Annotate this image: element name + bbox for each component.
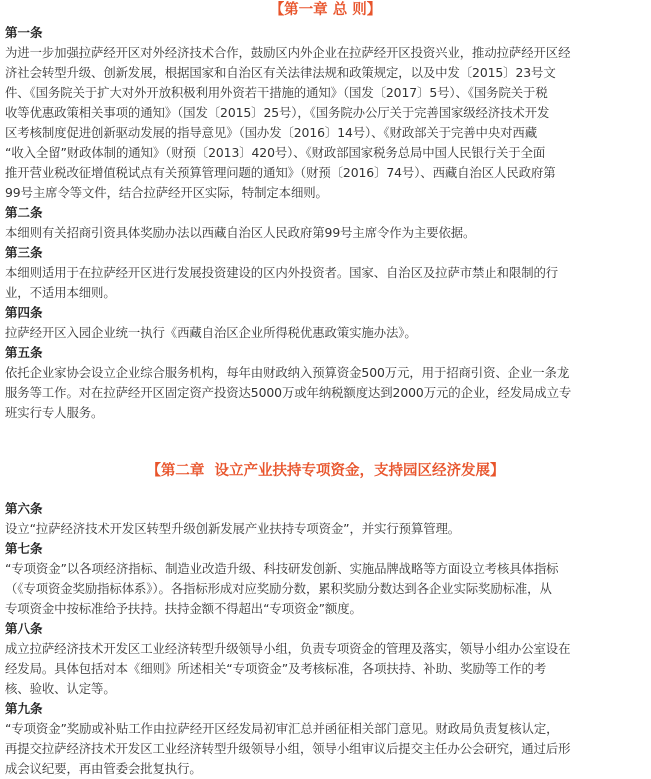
article-5 xyxy=(5,343,646,423)
chapter-2 xyxy=(5,461,646,779)
article-heading: 第五条 xyxy=(5,345,43,360)
article-line: 班实行专人服务。 xyxy=(5,405,104,420)
article-body xyxy=(5,323,646,343)
article-line: 本细则适用于在拉萨经开区进行发展投资建设的区内外投资者。国家、自治区及拉萨市禁止和限制的行 xyxy=(5,265,559,280)
chapter-1-title: 【第一章 总 则】 xyxy=(269,2,382,18)
article-heading: 第三条 xyxy=(5,245,43,260)
article-4 xyxy=(5,303,646,343)
article-heading: 第六条 xyxy=(5,501,43,516)
article-body xyxy=(5,519,646,539)
article-8 xyxy=(5,619,646,699)
article-line: 设立“拉萨经济技术开发区转型升级创新发展产业扶持专项资金”，并实行预算管理。 xyxy=(5,521,461,536)
article-heading: 第七条 xyxy=(5,541,43,556)
article-heading: 第八条 xyxy=(5,621,43,636)
article-line: 推开营业税改征增值税试点有关预算管理问题的通知》（财预〔2016〕74号）、西藏自治区人民政府第 xyxy=(5,165,556,180)
article-line: 再提交拉萨经济技术开发区工业经济转型升级领导小组，领导小组审议后提交主任办公会研究，通过后形 xyxy=(5,741,571,756)
article-body xyxy=(5,559,646,619)
article-7 xyxy=(5,539,646,619)
chapter-2-title: 【第二章 设立产业扶持专项资金，支持园区经济发展】 xyxy=(146,463,505,479)
article-body xyxy=(5,719,646,779)
article-line: 依托企业家协会设立企业综合服务机构，每年由财政纳入预算资金500万元，用于招商引资、企业一条龙 xyxy=(5,365,570,380)
article-6 xyxy=(5,499,646,539)
article-heading: 第二条 xyxy=(5,205,43,220)
article-3 xyxy=(5,243,646,303)
article-body xyxy=(5,363,646,423)
article-1 xyxy=(5,23,646,203)
article-line: 区考核制度促进创新驱动发展的指导意见》（国办发〔2016〕14号）、《财政部关于完善中央对西藏 xyxy=(5,125,538,140)
article-body xyxy=(5,639,646,699)
article-heading: 第四条 xyxy=(5,305,43,320)
article-body xyxy=(5,263,646,303)
article-line: 业，不适用本细则。 xyxy=(5,285,116,300)
article-line: “专项资金”奖励或补贴工作由拉萨经开区经发局初审汇总并函征相关部门意见。财政局负责复核认定， xyxy=(5,721,559,736)
article-9 xyxy=(5,699,646,779)
article-heading: 第九条 xyxy=(5,701,43,716)
article-line: “收入全留”财政体制的通知》（财预〔2013〕420号）、《财政部国家税务总局中国人民银行关于全面 xyxy=(5,145,546,160)
article-body xyxy=(5,223,646,243)
article-line: 成立拉萨经济技术开发区工业经济转型升级领导小组，负责专项资金的管理及落实，领导小组办公室设在 xyxy=(5,641,571,656)
article-line: 济社会转型升级、创新发展，根据国家和自治区有关法律法规和政策规定，以及中发〔2015〕23号文 xyxy=(5,65,556,80)
article-body xyxy=(5,43,646,203)
article-line: 经发局。具体包括对本《细则》所述相关“专项资金”及考核标准，各项扶持、补助、奖励等工作的考 xyxy=(5,661,547,676)
article-line: 拉萨经开区入园企业统一执行《西藏自治区企业所得税优惠政策实施办法》。 xyxy=(5,325,417,340)
article-line: 件、《国务院关于扩大对外开放积极利用外资若干措施的通知》（国发〔2017〕5号）、《国务院关于税 xyxy=(5,85,548,100)
article-line: “专项资金”以各项经济指标、制造业改造升级、科技研发创新、实施品牌战略等方面设立考核具体指标 xyxy=(5,561,559,576)
article-line: 成会议纪要，再由管委会批复执行。 xyxy=(5,761,202,776)
article-2 xyxy=(5,203,646,243)
article-line: 专项资金中按标准给予扶持。扶持金额不得超出“专项资金”额度。 xyxy=(5,601,362,616)
article-heading: 第一条 xyxy=(5,25,43,40)
article-line: 收等优惠政策相关事项的通知》（国发〔2015〕25号），《国务院办公厅关于完善国家级经济技术开发 xyxy=(5,105,550,120)
article-line: 核、验收、认定等。 xyxy=(5,681,116,696)
article-line: 服务等工作。对在拉萨经开区固定资产投资达5000万或年纳税额度达到2000万元的企业，经发局成立专 xyxy=(5,385,572,400)
article-line: 99号主席令等文件，结合拉萨经开区实际，特制定本细则。 xyxy=(5,185,328,200)
article-line: （《专项资金奖励指标体系》）。各指标形成对应奖励分数，累积奖励分数达到各企业实际奖励标准，从 xyxy=(5,581,552,596)
chapter-1 xyxy=(5,0,646,423)
article-line: 本细则有关招商引资具体奖励办法以西藏自治区人民政府第99号主席令作为主要依据。 xyxy=(5,225,476,240)
article-line: 为进一步加强拉萨经开区对外经济技术合作，鼓励区内外企业在拉萨经开区投资兴业，推动拉萨经开区经 xyxy=(5,45,571,60)
